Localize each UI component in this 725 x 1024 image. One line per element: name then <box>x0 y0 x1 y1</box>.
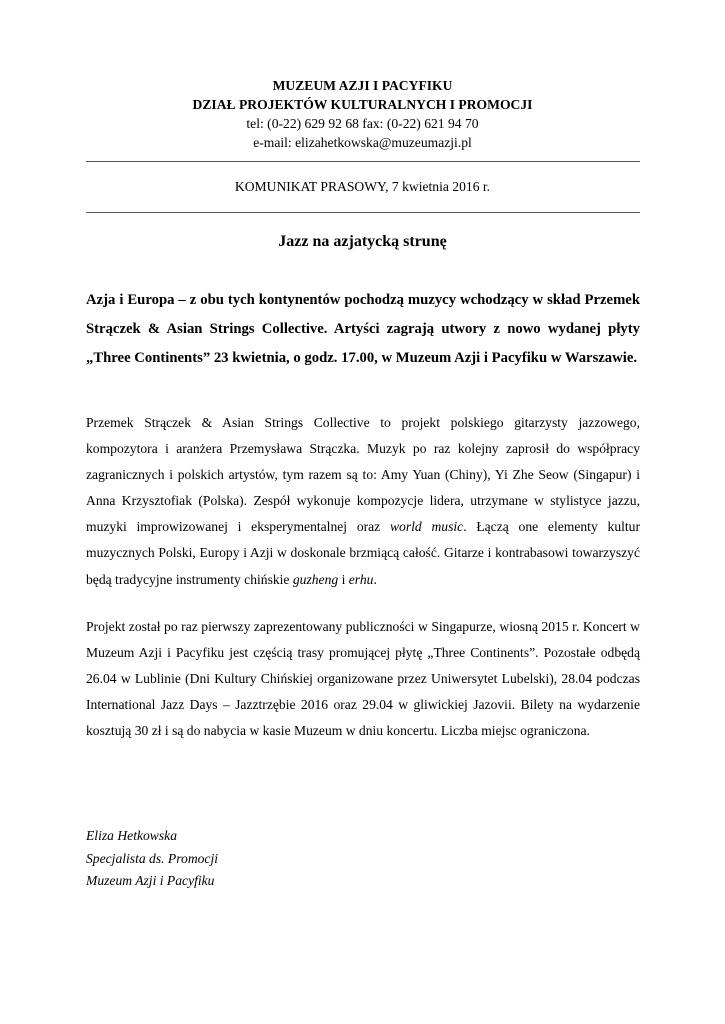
contact-phone-fax: tel: (0-22) 629 92 68 fax: (0-22) 621 94 70 <box>246 116 479 131</box>
body1-text-4: . <box>373 571 377 587</box>
signature-name: Eliza Hetkowska <box>86 828 177 843</box>
bottom-divider <box>86 212 640 213</box>
top-divider <box>86 161 640 162</box>
body1-text-3: i <box>338 571 349 587</box>
museum-name: MUZEUM AZJI I PACYFIKU <box>272 78 453 93</box>
document-title: Jazz na azjatycką strunę <box>278 233 447 250</box>
body1-italic-guzheng: guzheng <box>292 571 339 587</box>
signature-block <box>86 825 218 893</box>
body-paragraph-1 <box>86 410 640 593</box>
communique-line: KOMUNIKAT PRASOWY, 7 kwietnia 2016 r. <box>234 179 491 194</box>
signature-role: Specjalista ds. Promocji <box>86 850 219 866</box>
lead-paragraph: Azja i Europa – z obu tych kontynentów pochodzą muzycy wchodzący w skład Przemek Strączek & Asian Strings Collective. Artyści zagrają utwory z nowo wydanej płyty „Three Continents” 23 kwietnia, o godz. 17.00, w Muzeum Azji i Pacyfiku w Warszawie. <box>86 292 640 366</box>
signature-institution: Muzeum Azji i Pacyfiku <box>86 873 215 889</box>
body-paragraph-2: Projekt został po raz pierwszy zaprezentowany publiczności w Singapurze, wiosną 2015 r. Koncert w Muzeum Azji i Pacyfiku jest częścią trasy promującej płytę „Three Continents”. Pozostałe odbędą 26.04 w Lublinie (Dni Kultury Chińskiej organizowane przez Uniwersytet Lubelski), 28.04 podczas International Jazz Days – Jazztrzębie 2016 oraz 29.04 w gliwickiej Jazovii. Bilety na wydarzenie kosztują 30 zł i są do nabycia w kasie Muzeum w dniu koncertu. Liczba miejsc ograniczona. <box>86 619 640 739</box>
body1-text-1: Przemek Strączek & Asian Strings Collective to projekt polskiego gitarzysty jazzowego, kompozytora i aranżera Przemysława Strączka. Muzyk po raz kolejny zaprosił do współpracy zagranicznych i polskich artystów, tym razem są to: Amy Yuan (Chiny), Yi Zhe Seow (Singapur) i Anna Krzysztofiak (Polska). Zespół wykonuje kompozycje lidera, utrzymane w stylistyce jazzu, muzyki improwizowanej i eksperymentalnej oraz <box>86 415 640 535</box>
body1-italic-erhu: erhu <box>348 571 374 587</box>
letterhead <box>0 76 725 152</box>
department-name: DZIAŁ PROJEKTÓW KULTURALNYCH I PROMOCJI <box>192 97 533 112</box>
body1-text-2: . Łączą one elementy kultur muzycznych Polski, Europy i Azji w doskonale brzmiącą całość. Gitarze i kontrabasowi towarzyszyć będą tradycyjne instrumenty chińskie <box>86 519 640 587</box>
contact-email: e-mail: elizahetkowska@muzeumazji.pl <box>253 135 472 150</box>
body1-italic-world-music: world music <box>389 519 464 535</box>
